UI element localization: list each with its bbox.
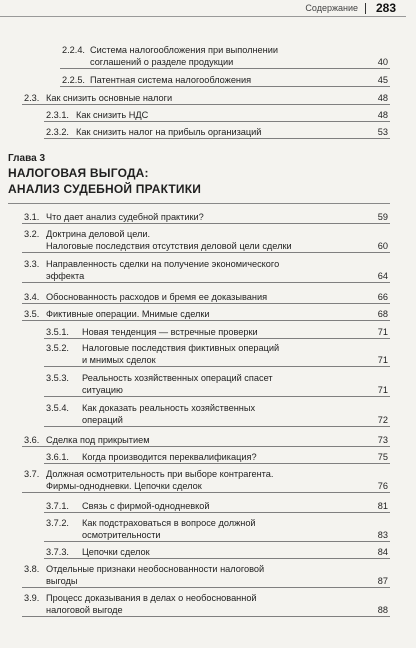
- toc-entry-title: Новая тенденция — встречные проверки: [82, 327, 258, 337]
- toc-entry-number: 3.9.: [24, 593, 40, 603]
- toc-entry-number: 3.5.1.: [46, 327, 69, 337]
- toc-entry-page: 68: [377, 309, 388, 319]
- toc-entry: [0, 342, 416, 368]
- toc-leader-line: [44, 338, 390, 339]
- header-separator: [365, 3, 366, 14]
- toc-entry: [0, 563, 416, 589]
- toc-entry-title: Должная осмотрительность при выборе контрагента.: [46, 469, 274, 479]
- chapter-title-line2: АНАЛИЗ СУДЕБНОЙ ПРАКТИКИ: [8, 182, 202, 196]
- toc-entry-page: 66: [377, 292, 388, 302]
- toc-entry-title: Что дает анализ судебной практики?: [46, 212, 204, 222]
- toc-entry-title-continuation: выгоды: [46, 576, 78, 586]
- toc-entry-page: 48: [377, 110, 388, 120]
- toc-entry: [0, 451, 416, 465]
- toc-entry-title-continuation: и мнимых сделок: [82, 355, 156, 365]
- toc-leader-line: [60, 68, 390, 69]
- chapter-label: Глава 3: [8, 153, 46, 164]
- toc-leader-line: [22, 616, 390, 617]
- toc-entry-number: 3.5.3.: [46, 373, 69, 383]
- toc-entry-page: 72: [377, 415, 388, 425]
- toc-entry-title: Как доказать реальность хозяйственных: [82, 403, 256, 413]
- toc-entry: [0, 44, 416, 70]
- toc-entry: [0, 372, 416, 398]
- toc-entry-title: Обоснованность расходов и бремя ее доказывания: [46, 292, 268, 302]
- toc-leader-line: [22, 492, 390, 493]
- toc-entry-number: 3.8.: [24, 564, 40, 574]
- toc-entry-page: 48: [377, 93, 388, 103]
- toc-entry: [0, 126, 416, 140]
- toc-entry: [0, 228, 416, 254]
- toc-leader-line: [44, 512, 390, 513]
- toc-entry-number: 2.3.1.: [46, 110, 69, 120]
- toc-leader-line: [44, 121, 390, 122]
- toc-entry-title-continuation: соглашений о разделе продукции: [90, 57, 234, 67]
- toc-entry-number: 3.7.2.: [46, 518, 69, 528]
- toc-entry-title: Связь с фирмой-однодневкой: [82, 501, 210, 511]
- toc-entry-title-continuation: эффекта: [46, 271, 85, 281]
- toc-entry: [0, 258, 416, 284]
- toc-entry-title: Реальность хозяйственных операций спасет: [82, 373, 273, 383]
- toc-entry-page: 53: [377, 127, 388, 137]
- toc-entry-title-continuation: осмотрительности: [82, 530, 161, 540]
- toc-entry: [0, 434, 416, 448]
- toc-entry-page: 71: [377, 355, 388, 365]
- toc-entry-number: 3.2.: [24, 229, 40, 239]
- toc-leader-line: [22, 446, 390, 447]
- toc-entry-title-continuation: налоговой выгоде: [46, 605, 123, 615]
- toc-entry-page: 76: [377, 481, 388, 491]
- toc-entry-page: 83: [377, 530, 388, 540]
- toc-entry-page: 73: [377, 435, 388, 445]
- toc-entry-title: Как снизить основные налоги: [46, 93, 173, 103]
- toc-entry: [0, 592, 416, 618]
- toc-entry-number: 2.3.: [24, 93, 40, 103]
- toc-entry-page: 75: [377, 452, 388, 462]
- toc-entry-page: 64: [377, 271, 388, 281]
- toc-entry-title: Направленность сделки на получение экономического: [46, 259, 280, 269]
- toc-entry-title: Доктрина деловой цели.: [46, 229, 151, 239]
- toc-entry-page: 45: [377, 75, 388, 85]
- toc-entry-title-continuation: операций: [82, 415, 123, 425]
- toc-entry-title: Налоговые последствия фиктивных операций: [82, 343, 280, 353]
- toc-entry-page: 60: [377, 241, 388, 251]
- toc-leader-line: [22, 320, 390, 321]
- toc-entry-page: 71: [377, 327, 388, 337]
- toc-entry-number: 3.5.4.: [46, 403, 69, 413]
- toc-entry: [0, 291, 416, 305]
- toc-entry-title: Фиктивные операции. Мнимые сделки: [46, 309, 210, 319]
- toc-entry-number: 3.4.: [24, 292, 40, 302]
- toc-leader-line: [22, 303, 390, 304]
- toc-entry-number: 2.3.2.: [46, 127, 69, 137]
- toc-entry-page: 81: [377, 501, 388, 511]
- toc-entry: [0, 546, 416, 560]
- toc-entry: [0, 92, 416, 106]
- toc-entry: [0, 468, 416, 494]
- toc-entry: [0, 308, 416, 322]
- toc-leader-line: [22, 587, 390, 588]
- toc-entry: [0, 74, 416, 88]
- toc-entry-number: 3.7.: [24, 469, 40, 479]
- toc-entry-title-continuation: Налоговые последствия отсутствия деловой цели сделки: [46, 241, 292, 251]
- toc-entry-title-continuation: Фирмы-однодневки. Цепочки сделок: [46, 481, 202, 491]
- toc-entry-number: 3.5.: [24, 309, 40, 319]
- toc-entry-title: Сделка под прикрытием: [46, 435, 150, 445]
- toc-entry-number: 3.6.: [24, 435, 40, 445]
- toc-entry-number: 2.2.5.: [62, 75, 85, 85]
- toc-entry-title: Отдельные признаки необоснованности налоговой: [46, 564, 265, 574]
- toc-entry-title: Как снизить НДС: [76, 110, 149, 120]
- toc-entry-page: 87: [377, 576, 388, 586]
- toc-leader-line: [60, 86, 390, 87]
- toc-entry-number: 3.6.1.: [46, 452, 69, 462]
- toc-entry-title: Система налогообложения при выполнении: [90, 45, 279, 55]
- toc-entry: [0, 326, 416, 340]
- toc-leader-line: [44, 138, 390, 139]
- toc-entry: [0, 500, 416, 514]
- toc-leader-line: [44, 541, 390, 542]
- toc-entry-number: 3.7.3.: [46, 547, 69, 557]
- toc-entry-page: 59: [377, 212, 388, 222]
- toc-leader-line: [44, 396, 390, 397]
- toc-entry: [0, 517, 416, 543]
- toc-entry-number: 2.2.4.: [62, 45, 85, 55]
- chapter-title-line1: НАЛОГОВАЯ ВЫГОДА:: [8, 166, 149, 180]
- toc-leader-line: [44, 558, 390, 559]
- toc-entry-title: Патентная система налогообложения: [90, 75, 252, 85]
- toc-entry-page: 84: [377, 547, 388, 557]
- toc-entry-title: Процесс доказывания в делах о необоснованной: [46, 593, 257, 603]
- toc-entry-number: 3.5.2.: [46, 343, 69, 353]
- toc-entry-number: 3.7.1.: [46, 501, 69, 511]
- toc-leader-line: [44, 366, 390, 367]
- toc-entry-page: 88: [377, 605, 388, 615]
- toc-entry-page: 40: [377, 57, 388, 67]
- toc-entry-title: Как снизить налог на прибыль организаций: [76, 127, 262, 137]
- running-header-section: Содержание: [305, 3, 358, 13]
- toc-leader-line: [44, 463, 390, 464]
- toc-entry-title: Цепочки сделок: [82, 547, 150, 557]
- toc-entry-title: Когда производится переквалификация?: [82, 452, 257, 462]
- page-number: 283: [375, 1, 396, 15]
- toc-entry-page: 71: [377, 385, 388, 395]
- toc-entry: [0, 109, 416, 123]
- toc-entry-title: Как подстраховаться в вопросе должной: [82, 518, 256, 528]
- toc-leader-line: [22, 104, 390, 105]
- toc-entry: [0, 402, 416, 428]
- chapter-rule: [8, 203, 390, 204]
- toc-leader-line: [22, 252, 390, 253]
- header-rule: [0, 16, 406, 17]
- toc-leader-line: [22, 223, 390, 224]
- toc-entry: [0, 211, 416, 225]
- toc-entry-number: 3.1.: [24, 212, 40, 222]
- toc-entry-number: 3.3.: [24, 259, 40, 269]
- toc-leader-line: [22, 282, 390, 283]
- toc-leader-line: [44, 426, 390, 427]
- toc-entry-title-continuation: ситуацию: [82, 385, 123, 395]
